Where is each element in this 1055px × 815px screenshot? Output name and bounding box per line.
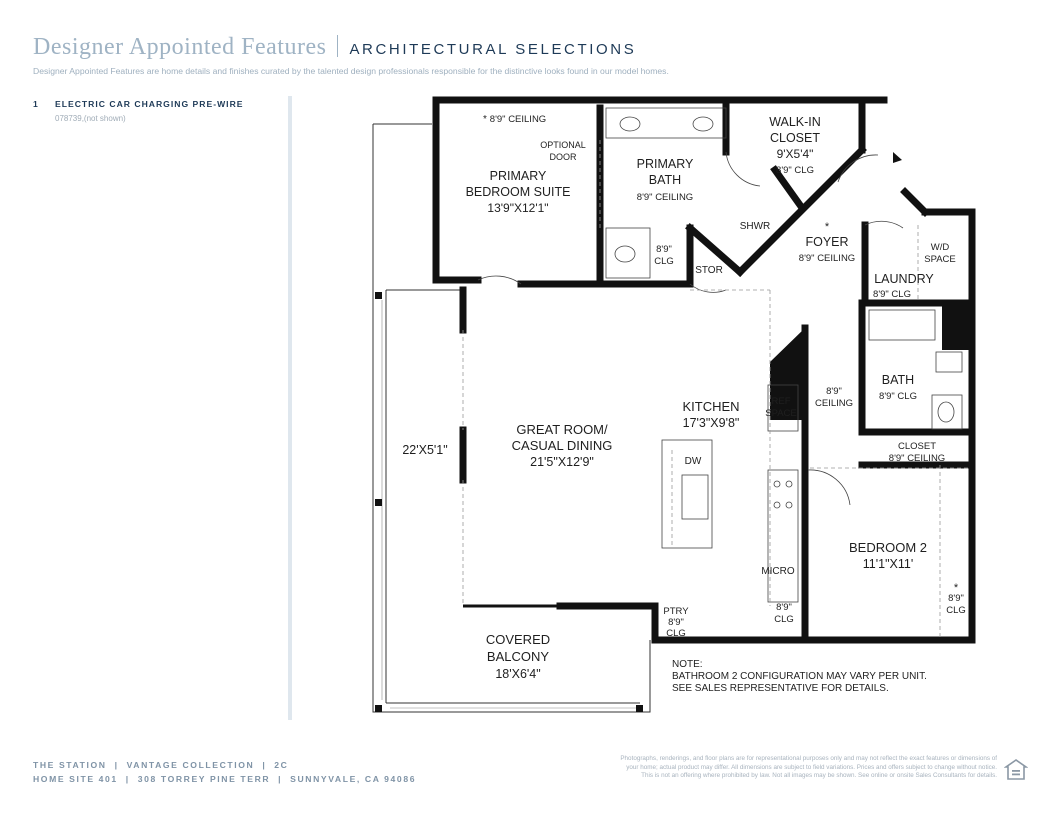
room-bedroom2-name: BEDROOM 2: [848, 540, 928, 555]
ref-space-line1: REF: [771, 396, 791, 407]
disclaimer-line2: your home; actual product may differ. All dimensions are subject to field variations. Prices and offers subject to change without notice.: [626, 763, 997, 771]
note-line3: SEE SALES REPRESENTATIVE FOR DETAILS.: [672, 683, 889, 694]
room-bedroom2-dims: 11'1"X11': [862, 557, 914, 571]
wc-ceiling-line1: 8'9": [656, 244, 672, 255]
feature-item: [33, 99, 283, 109]
disclaimer-line1: Photographs, renderings, and floor plans are for representational purposes only and may not reflect the exact features or dimensions of: [620, 755, 997, 762]
room-closet-ceiling: 8'9" CEILING: [888, 453, 946, 464]
optional-door-line2: DOOR: [549, 152, 577, 162]
feature-list: [33, 99, 283, 123]
kitchen-ceiling-line2: CLG: [774, 614, 794, 625]
asterisk-icon: *: [483, 114, 487, 125]
page-header: [33, 34, 1023, 76]
wc-ceiling-line2: CLG: [654, 256, 674, 267]
room-laundry-name: LAUNDRY: [874, 272, 934, 286]
ref-space-line2: SPACE: [765, 408, 797, 419]
room-great-room-line2: CASUAL DINING: [511, 438, 613, 453]
room-primary-bath-line1: PRIMARY: [636, 157, 694, 171]
storage-label: STOR: [695, 265, 723, 276]
room-foyer-name: FOYER: [805, 235, 849, 249]
room-great-room-dims: 21'5"X12'9": [530, 455, 594, 469]
room-primary-bedroom-dims: 13'9"X12'1": [487, 201, 549, 215]
bath-wall-block: [942, 300, 972, 350]
plan-note: [672, 659, 927, 694]
pantry-line3: CLG: [666, 628, 686, 639]
feature-label: ELECTRIC CAR CHARGING PRE-WIRE: [55, 99, 244, 109]
feature-number: 1: [33, 99, 39, 109]
room-kitchen-dims: 17'3"X9'8": [682, 416, 740, 430]
room-primary-bedroom-ceiling: 8'9" CEILING: [489, 114, 547, 125]
kitchen-ceiling-line1: 8'9": [776, 602, 792, 613]
room-walk-in-ceiling: 8'9" CLG: [776, 165, 814, 176]
room-walk-in-line2: CLOSET: [769, 131, 821, 145]
microwave-label: MICRO: [761, 566, 795, 577]
room-labels: [402, 114, 965, 681]
note-line1: NOTE:: [672, 659, 703, 670]
page-subtitle: ARCHITECTURAL SELECTIONS: [349, 41, 637, 58]
room-closet-name: CLOSET: [897, 441, 937, 452]
north-arrow-icon: [893, 152, 902, 163]
room-primary-bath-ceiling: 8'9" CEILING: [636, 192, 694, 203]
footer-line2: HOME SITE 401 | 308 TORREY PINE TERR | SUNNYVALE, CA 94086: [33, 774, 417, 784]
side-balcony-dims: 22'X5'1": [402, 443, 448, 457]
room-kitchen-name: KITCHEN: [682, 399, 740, 414]
equal-housing-opportunity-icon: [1004, 758, 1028, 782]
hall-ceiling-line1: 8'9": [826, 386, 842, 397]
section-divider: [288, 96, 292, 720]
footer-line1: THE STATION | VANTAGE COLLECTION | 2C: [33, 760, 289, 770]
title-divider: [337, 35, 338, 57]
hall-ceiling-line2: CEILING: [814, 398, 854, 409]
page-description: Designer Appointed Features are home details and finishes curated by the talented design professionals responsible for the distinctive looks found in our model homes.: [33, 66, 669, 76]
room-bath-name: BATH: [881, 373, 915, 387]
note-line2: BATHROOM 2 CONFIGURATION MAY VARY PER UNIT.: [672, 671, 927, 682]
feature-note: 078739,(not shown): [55, 114, 126, 123]
covered-balcony-line1: COVERED: [485, 632, 551, 647]
footer-community-info: [33, 758, 416, 786]
footer-disclaimer: [527, 755, 997, 781]
floor-plan: [360, 92, 1000, 732]
room-great-room-line1: GREAT ROOM/: [516, 422, 608, 437]
room-foyer-ceiling: 8'9" CEILING: [798, 253, 856, 264]
dishwasher-label: DW: [684, 456, 702, 467]
covered-balcony-line2: BALCONY: [486, 649, 550, 664]
page-title: Designer Appointed Features: [33, 34, 327, 60]
fixtures: [478, 108, 962, 602]
bedroom2-ceiling-line2: CLG: [946, 605, 966, 616]
covered-balcony-dims: 18'X6'4": [495, 667, 541, 681]
pantry-line1: PTRY: [663, 606, 689, 617]
room-primary-bedroom-line2: BEDROOM SUITE: [465, 185, 571, 199]
room-primary-bath-line2: BATH: [648, 173, 682, 187]
room-laundry-ceiling: 8'9" CLG: [873, 289, 911, 300]
disclaimer-line3: This is not an offering where prohibited by law. Not all images may be shown. See online or onsite Sales Consultants for details.: [641, 772, 997, 780]
asterisk-icon: *: [953, 582, 959, 594]
asterisk-icon: *: [824, 221, 830, 233]
room-primary-bedroom-line1: PRIMARY: [489, 169, 547, 183]
bedroom2-ceiling-line1: 8'9": [948, 593, 964, 604]
shower-label: SHWR: [739, 221, 771, 232]
optional-door-line1: OPTIONAL: [540, 140, 586, 150]
room-walk-in-line1: WALK-IN: [769, 115, 821, 129]
room-walk-in-dims: 9'X5'4": [776, 147, 814, 161]
wd-space-line2: SPACE: [924, 254, 956, 265]
pantry-line2: 8'9": [668, 617, 684, 628]
wd-space-line1: W/D: [930, 242, 950, 253]
room-bath-ceiling: 8'9" CLG: [879, 391, 917, 402]
